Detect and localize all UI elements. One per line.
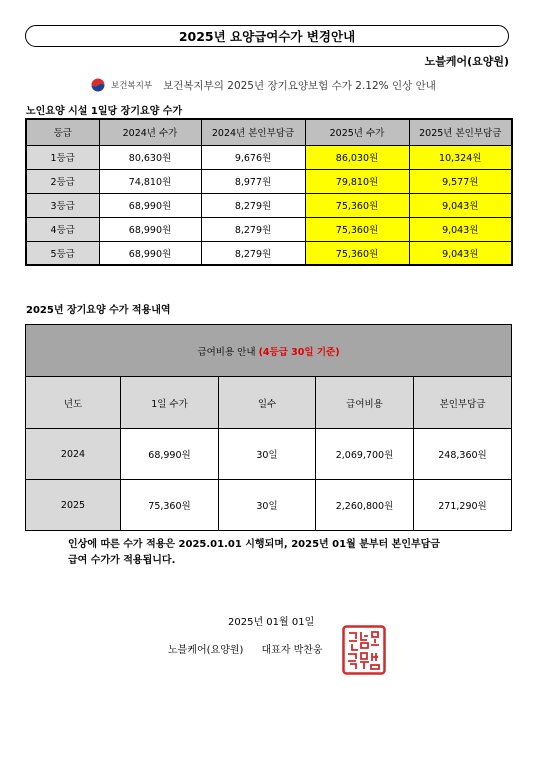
- grade-cell: 5등급: [26, 241, 99, 265]
- benefit-cost-cell: 2,069,700원: [316, 429, 414, 480]
- column-header: 1일 수가: [121, 377, 219, 429]
- ministry-name: 보건복지부: [111, 81, 153, 91]
- signer-name: 대표자 박찬웅: [261, 645, 323, 656]
- table-row: [26, 241, 512, 265]
- section-heading-daily-fee: 노인요양 시설 1일당 장기요양 수가: [26, 106, 183, 117]
- fee-2024-cell: 68,990원: [99, 241, 201, 265]
- grade-cell: 1등급: [26, 145, 99, 169]
- days-cell: 30일: [219, 480, 316, 531]
- note-line: 인상에 따른 수가 적용은 2025.01.01 시행되며, 2025년 01월 분부터 본인부담금: [68, 539, 440, 550]
- days-cell: 30일: [219, 429, 316, 480]
- copay-2025-cell: 9,043원: [409, 193, 512, 217]
- fee-2025-cell: 79,810원: [305, 169, 409, 193]
- fee-2025-cell: 75,360원: [305, 193, 409, 217]
- official-seal-icon: [342, 625, 386, 675]
- applied-fee-table: [25, 324, 512, 531]
- column-header: 일수: [219, 377, 316, 429]
- table-caption: [26, 325, 512, 377]
- column-header: 2025년 수가: [305, 119, 409, 145]
- year-cell: 2024: [26, 429, 121, 480]
- copay-2025-cell: 9,043원: [409, 217, 512, 241]
- fee-2024-cell: 68,990원: [99, 217, 201, 241]
- copay-2025-cell: 10,324원: [409, 145, 512, 169]
- fee-2025-cell: 86,030원: [305, 145, 409, 169]
- grade-cell: 3등급: [26, 193, 99, 217]
- organization-name: 노블케어(요양원): [424, 55, 509, 68]
- daily-fee-cell: 68,990원: [121, 429, 219, 480]
- fee-2024-cell: 74,810원: [99, 169, 201, 193]
- fee-2024-cell: 80,630원: [99, 145, 201, 169]
- fee-2025-cell: 75,360원: [305, 217, 409, 241]
- year-cell: 2025: [26, 480, 121, 531]
- copay-2024-cell: 9,676원: [201, 145, 305, 169]
- document-title: 2025년 요양급여수가 변경안내: [25, 25, 509, 47]
- column-header: 등급: [26, 119, 99, 145]
- table-row: [26, 145, 512, 169]
- table-row: [26, 429, 512, 480]
- table-header-row: [26, 119, 512, 145]
- fee-2025-cell: 75,360원: [305, 241, 409, 265]
- column-header: 본인부담금: [414, 377, 512, 429]
- copay-cell: 271,290원: [414, 480, 512, 531]
- column-header: 2025년 본인부담금: [409, 119, 512, 145]
- government-emblem-icon: [90, 77, 106, 93]
- copay-2024-cell: 8,279원: [201, 193, 305, 217]
- table-header-row: [26, 377, 512, 429]
- note-line: 급여 수가가 적용됩니다.: [68, 555, 176, 566]
- column-header: 년도: [26, 377, 121, 429]
- signature-line: [168, 641, 323, 656]
- grade-cell: 2등급: [26, 169, 99, 193]
- caption-text: 급여비용 안내: [197, 346, 256, 358]
- copay-2024-cell: 8,279원: [201, 241, 305, 265]
- benefit-cost-cell: 2,260,800원: [316, 480, 414, 531]
- column-header: 2024년 본인부담금: [201, 119, 305, 145]
- copay-2025-cell: 9,577원: [409, 169, 512, 193]
- daily-fee-table: [25, 118, 513, 266]
- daily-fee-cell: 75,360원: [121, 480, 219, 531]
- table-row: [26, 480, 512, 531]
- caption-highlight: (4등급 30일 기준): [258, 346, 340, 358]
- copay-cell: 248,360원: [414, 429, 512, 480]
- section-heading-applied-fee: 2025년 장기요양 수가 적용내역: [26, 305, 171, 316]
- copay-2025-cell: 9,043원: [409, 241, 512, 265]
- table-row: [26, 169, 512, 193]
- column-header: 2024년 수가: [99, 119, 201, 145]
- issue-date: 2025년 01월 01일: [228, 617, 315, 628]
- signer-organization: 노블케어(요양원): [168, 645, 244, 656]
- notice-text: 보건복지부의 2025년 장기요양보험 수가 2.12% 인상 안내: [163, 79, 436, 92]
- copay-2024-cell: 8,977원: [201, 169, 305, 193]
- copay-2024-cell: 8,279원: [201, 217, 305, 241]
- effective-date-note: [68, 537, 488, 569]
- column-header: 급여비용: [316, 377, 414, 429]
- fee-2024-cell: 68,990원: [99, 193, 201, 217]
- ministry-notice: [90, 76, 436, 94]
- grade-cell: 4등급: [26, 217, 99, 241]
- table-row: [26, 193, 512, 217]
- table-row: [26, 217, 512, 241]
